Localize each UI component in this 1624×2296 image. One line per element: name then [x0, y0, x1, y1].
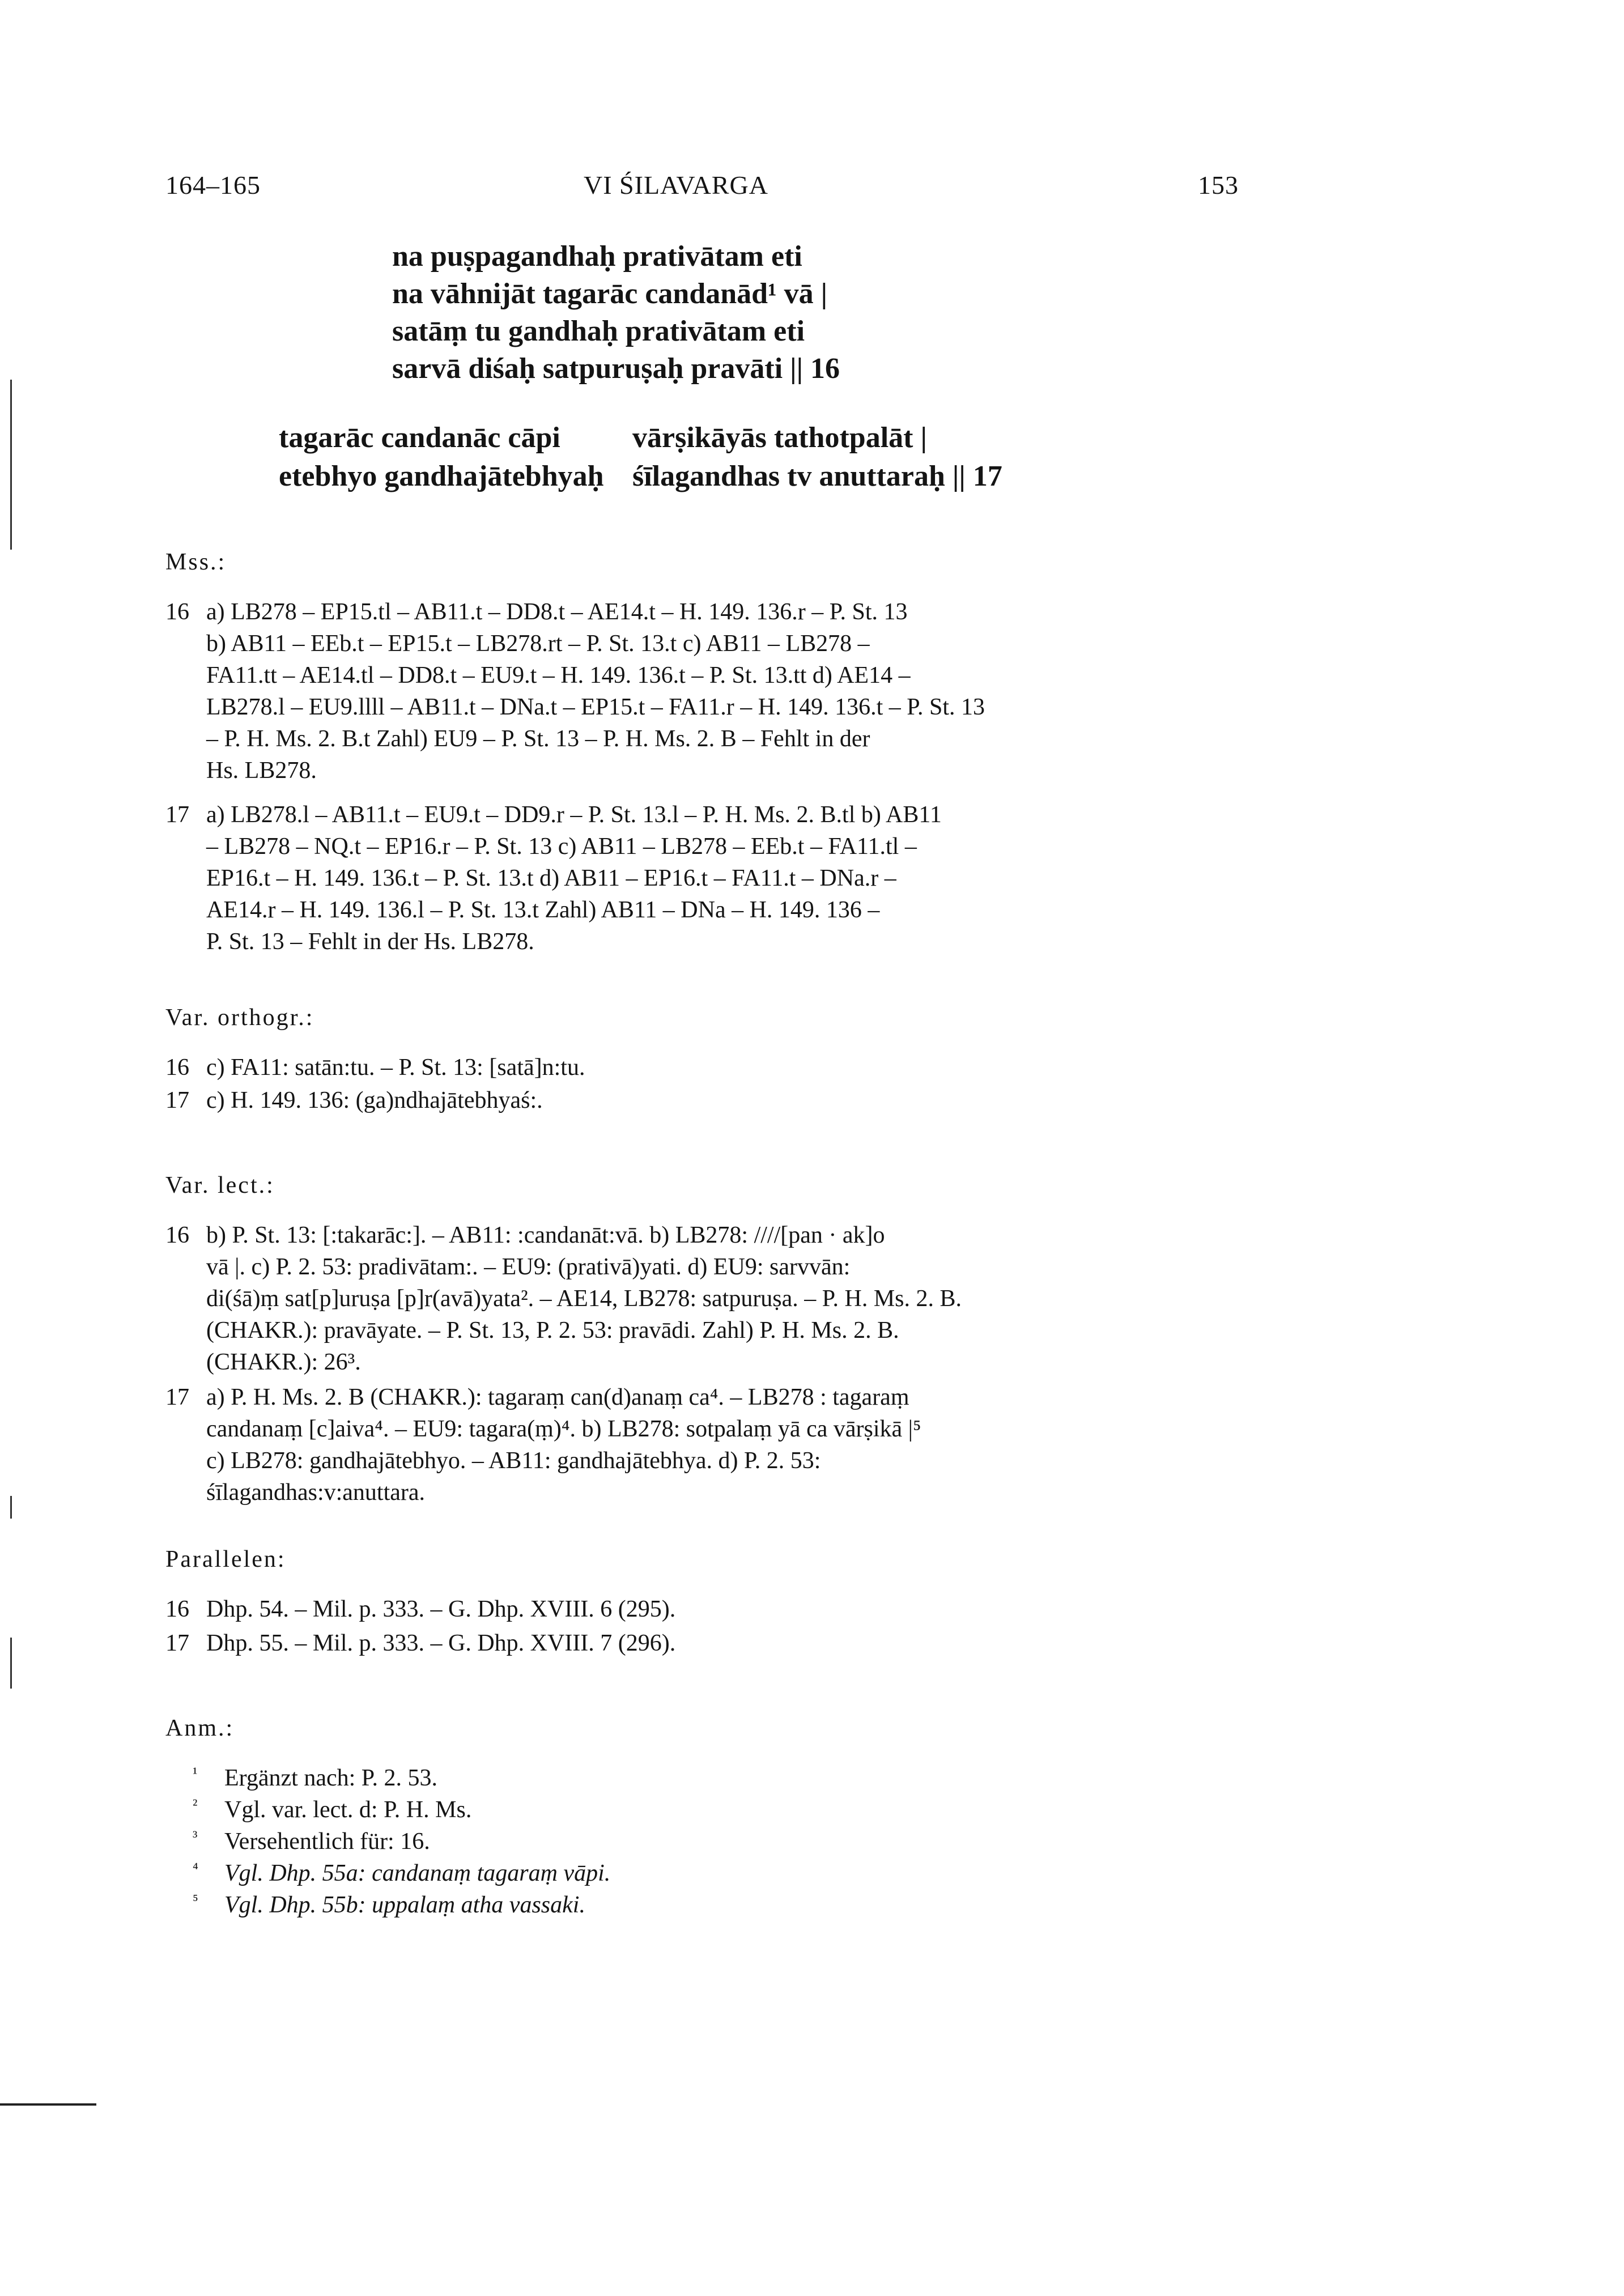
footnote-text: Vgl. var. lect. d: P. H. Ms. — [224, 1797, 472, 1823]
lect-line: (CHAKR.): pravāyate. – P. St. 13, P. 2. 53: pravādi. Zahl) P. H. Ms. 2. B. — [206, 1317, 899, 1343]
footnote-marker: ⁵ — [193, 1891, 198, 1909]
verse-number: 17 — [165, 802, 189, 828]
section-heading-parallelen: Parallelen: — [165, 1546, 286, 1572]
orthogr-line: c) H. 149. 136: (ga)ndhajātebhyaś:. — [206, 1087, 543, 1113]
verse-number: 16 — [165, 1222, 189, 1248]
section-heading-lect: Var. lect.: — [165, 1172, 275, 1198]
footnote-text: Versehentlich für: 16. — [224, 1829, 430, 1855]
verse-16-line: na vāhnijāt tagarāc candanād¹ vā | — [392, 278, 828, 310]
verse-number: 17 — [165, 1630, 189, 1656]
lect-line: (CHAKR.): 26³. — [206, 1349, 361, 1375]
parallelen-entries — [165, 1593, 1242, 1661]
mss-line: Hs. LB278. — [206, 758, 317, 784]
mss-line: a) LB278 – EP15.tl – AB11.t – DD8.t – AE14.t – H. 149. 136.r – P. St. 13 — [206, 599, 908, 625]
verse-17-pada-b: vārṣikāyās tathotpalāt | — [632, 422, 927, 454]
running-header-left: 164–165 — [165, 171, 261, 199]
mss-entry-17 — [165, 799, 1242, 963]
verse-number: 16 — [165, 1596, 189, 1622]
lect-line: di(śā)ṃ sat[p]uruṣa [p]r(avā)yata². – AE14, LB278: satpuruṣa. – P. H. Ms. 2. B. — [206, 1286, 962, 1312]
parallel-line: Dhp. 55. – Mil. p. 333. – G. Dhp. XVIII. 7 (296). — [206, 1630, 676, 1656]
section-heading-mss: Mss.: — [165, 549, 227, 575]
section-heading-orthogr: Var. orthogr.: — [165, 1005, 314, 1031]
parallel-line: Dhp. 54. – Mil. p. 333. – G. Dhp. XVIII. 6 (295). — [206, 1596, 676, 1622]
verse-number: 16 — [165, 1055, 189, 1081]
lect-entry-16 — [165, 1219, 1242, 1384]
footnote-marker: ¹ — [193, 1764, 198, 1782]
footnotes — [193, 1762, 1099, 1932]
lect-line: b) P. St. 13: [:takarāc:]. – AB11: :candanāt:vā. b) LB278: ////[pan · ak]o — [206, 1222, 885, 1248]
lect-line: śīlagandhas:v:anuttara. — [206, 1479, 426, 1506]
footnote-text: Ergänzt nach: P. 2. 53. — [224, 1765, 437, 1791]
footnote-text: Vgl. Dhp. 55b: uppalaṃ atha vassaki. — [224, 1892, 585, 1918]
verse-16-line: satāṃ tu gandhaḥ prativātam eti — [392, 315, 805, 347]
footnote-marker: ² — [193, 1796, 198, 1814]
verse-17-line — [279, 458, 1299, 496]
mss-line: EP16.t – H. 149. 136.t – P. St. 13.t d) AB11 – EP16.t – FA11.t – DNa.r – — [206, 865, 896, 891]
verse-number: 16 — [165, 599, 189, 625]
verse-17-pada-b: śīlagandhas tv anuttaraḥ || 17 — [632, 460, 1002, 492]
footnote-marker: ³ — [193, 1828, 198, 1846]
footnote-marker: ⁴ — [193, 1860, 198, 1877]
mss-line: AE14.r – H. 149. 136.l – P. St. 13.t Zahl) AB11 – DNa – H. 149. 136 – — [206, 897, 880, 923]
lect-line: candanaṃ [c]aiva⁴. – EU9: tagara(ṃ)⁴. b) LB278: sotpalaṃ yā ca vārṣikā |⁵ — [206, 1416, 921, 1442]
mss-line: a) LB278.l – AB11.t – EU9.t – DD9.r – P. St. 13.l – P. H. Ms. 2. B.tl b) AB11 — [206, 802, 942, 828]
lect-line: a) P. H. Ms. 2. B (CHAKR.): tagaraṃ can(d)anaṃ ca⁴. – LB278 : tagaraṃ — [206, 1384, 909, 1410]
verse-16-line: sarvā diśaḥ satpuruṣaḥ pravāti || 16 — [392, 352, 840, 385]
verse-number: 17 — [165, 1384, 189, 1410]
scan-margin-mark — [10, 1496, 12, 1519]
verse-17 — [279, 419, 1299, 496]
footnote-text: Vgl. Dhp. 55a: candanaṃ tagaraṃ vāpi. — [224, 1860, 611, 1886]
section-heading-anm: Anm.: — [165, 1715, 235, 1741]
mss-line: P. St. 13 – Fehlt in der Hs. LB278. — [206, 929, 534, 955]
scan-margin-mark — [10, 1638, 12, 1689]
orthogr-entries — [165, 1052, 1242, 1120]
lect-line: vā |. c) P. 2. 53: pradivātam:. – EU9: (prativā)yati. d) EU9: sarvvān: — [206, 1254, 851, 1280]
mss-line: LB278.l – EU9.llll – AB11.t – DNa.t – EP15.t – FA11.r – H. 149. 136.t – P. St. 13 — [206, 694, 985, 720]
verse-16 — [392, 238, 840, 388]
page-number: 153 — [1198, 171, 1239, 199]
mss-line: – P. H. Ms. 2. B.t Zahl) EU9 – P. St. 13 – P. H. Ms. 2. B – Fehlt in der — [206, 726, 870, 752]
mss-line: FA11.tt – AE14.tl – DD8.t – EU9.t – H. 149. 136.t – P. St. 13.tt d) AE14 – — [206, 662, 911, 688]
verse-number: 17 — [165, 1087, 189, 1113]
mss-line: b) AB11 – EEb.t – EP15.t – LB278.rt – P. St. 13.t c) AB11 – LB278 – — [206, 631, 870, 657]
lect-line: c) LB278: gandhajātebhyo. – AB11: gandhajātebhya. d) P. 2. 53: — [206, 1448, 821, 1474]
orthogr-line: c) FA11: satān:tu. – P. St. 13: [satā]n:tu. — [206, 1055, 585, 1081]
verse-17-pada-a: etebhyo gandhajātebhyaḥ — [279, 460, 604, 492]
verse-16-line: na puṣpagandhaḥ prativātam eti — [392, 240, 802, 273]
running-header-center: VI ŚILAVARGA — [584, 171, 768, 199]
scan-edge-mark — [0, 2103, 96, 2106]
lect-entry-17 — [165, 1381, 1242, 1517]
mss-line: – LB278 – NQ.t – EP16.r – P. St. 13 c) AB11 – LB278 – EEb.t – FA11.tl – — [206, 834, 917, 860]
verse-17-pada-a: tagarāc candanāc cāpi — [279, 422, 560, 454]
mss-entry-16 — [165, 596, 1242, 789]
verse-17-line — [279, 419, 1299, 458]
scan-margin-mark — [10, 380, 12, 550]
